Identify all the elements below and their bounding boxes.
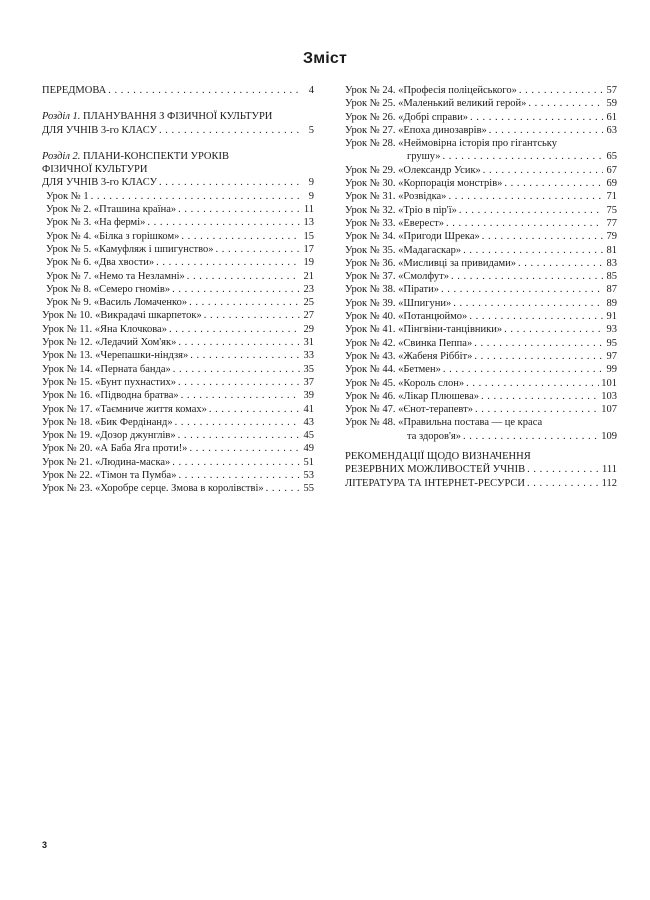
dot-leader xyxy=(178,429,300,442)
toc-lesson[interactable] xyxy=(42,216,314,229)
toc-lesson[interactable] xyxy=(42,190,314,203)
lesson-title: Урок № 28. «Неймовірна історія про гігантську xyxy=(345,138,557,150)
dot-leader xyxy=(187,270,300,283)
toc-lesson[interactable] xyxy=(345,390,617,403)
toc-lesson[interactable] xyxy=(345,124,617,137)
lesson-title: Урок № 5. «Камуфляж і шпигунство» xyxy=(46,243,214,255)
lesson-title: Урок № 10. «Викрадачі шкарпеток» xyxy=(42,310,202,322)
lesson-title: Урок № 12. «Ледачий Хом'як» xyxy=(42,337,177,349)
toc-lesson[interactable] xyxy=(42,456,314,469)
lesson-page: 25 xyxy=(303,297,314,309)
lesson-title: Урок № 33. «Еверест» xyxy=(345,217,445,229)
lesson-title: Урок № 41. «Пінгвіни-танцівники» xyxy=(345,324,503,336)
dot-leader xyxy=(178,336,300,349)
toc-lesson[interactable] xyxy=(345,403,617,416)
lesson-page: 93 xyxy=(606,324,617,336)
toc-left-column xyxy=(42,84,314,496)
toc-lesson[interactable] xyxy=(42,230,314,243)
lesson-page: 103 xyxy=(601,390,617,402)
lesson-title: Урок № 4. «Білка з горішком» xyxy=(46,230,180,242)
lesson-title: Урок № 16. «Підводна братва» xyxy=(42,390,179,402)
lesson-title: Урок № 19. «Дозор джунглів» xyxy=(42,430,176,442)
toc-lesson[interactable] xyxy=(42,323,314,336)
lesson-title: Урок № 24. «Професія поліцейського» xyxy=(345,85,517,96)
toc-lesson[interactable] xyxy=(42,243,314,256)
lesson-title: Урок № 17. «Таємниче життя комах» xyxy=(42,403,207,415)
lesson-list-left xyxy=(42,190,314,496)
toc-lesson[interactable] xyxy=(345,363,617,376)
entry-page: 5 xyxy=(308,124,314,136)
lesson-title-cont: грушу» xyxy=(407,151,441,163)
toc-entry-recommendations[interactable] xyxy=(345,450,617,477)
toc-lesson[interactable] xyxy=(345,297,617,310)
toc-lesson[interactable] xyxy=(345,350,617,363)
toc-lesson[interactable] xyxy=(345,137,617,164)
lesson-title: Урок № 37. «Смолфут» xyxy=(345,271,450,283)
lesson-title: Урок № 13. «Черепашки-ніндзя» xyxy=(42,350,189,362)
dot-leader xyxy=(451,270,603,283)
toc-lesson[interactable] xyxy=(345,283,617,296)
lesson-title: Урок № 40. «Потанцюймо» xyxy=(345,311,468,323)
lesson-page: 81 xyxy=(606,244,617,256)
lesson-page: 33 xyxy=(303,350,314,362)
section-label: Розділ 2. xyxy=(42,150,81,162)
lesson-page: 27 xyxy=(303,310,314,322)
toc-entry-preface[interactable] xyxy=(42,84,314,97)
dot-leader xyxy=(527,463,600,476)
dot-leader xyxy=(190,349,300,362)
toc-lesson[interactable] xyxy=(345,257,617,270)
lesson-page: 59 xyxy=(606,98,617,110)
lesson-title: Урок № 2. «Пташина країна» xyxy=(46,204,177,216)
dot-leader xyxy=(448,190,603,203)
toc-lesson[interactable] xyxy=(42,376,314,389)
toc-lesson[interactable] xyxy=(345,204,617,217)
toc-lesson[interactable] xyxy=(345,270,617,283)
dot-leader xyxy=(266,482,300,495)
lesson-page: 71 xyxy=(606,191,617,203)
lesson-title: Урок № 46. «Лікар Плюшева» xyxy=(345,390,480,402)
toc-entry-section-1[interactable] xyxy=(42,110,314,137)
lesson-title: Урок № 6. «Два хвости» xyxy=(46,257,155,269)
dot-leader xyxy=(528,97,603,110)
dot-leader xyxy=(172,456,300,469)
lesson-page: 13 xyxy=(303,217,314,229)
lesson-page: 107 xyxy=(601,404,617,416)
lesson-title: Урок № 3. «На фермі» xyxy=(46,217,146,229)
toc-lesson[interactable] xyxy=(42,203,314,216)
lesson-page: 29 xyxy=(303,323,314,335)
lesson-title: Урок № 1 xyxy=(46,190,89,202)
dot-leader xyxy=(178,469,300,482)
dot-leader xyxy=(189,296,300,309)
lesson-title: Урок № 22. «Тімон та Пумба» xyxy=(42,470,177,482)
lesson-title: Урок № 36. «Мисливці за привидами» xyxy=(345,257,516,269)
lesson-page: 65 xyxy=(606,151,617,163)
lesson-page: 79 xyxy=(606,231,617,243)
lesson-page: 45 xyxy=(303,430,314,442)
toc-lesson[interactable] xyxy=(345,230,617,243)
section-label: Розділ 1. xyxy=(42,111,81,123)
dot-leader xyxy=(483,164,603,177)
lesson-title: Урок № 25. «Маленький великий герой» xyxy=(345,98,527,110)
entry-page: 111 xyxy=(602,464,617,476)
lesson-page: 37 xyxy=(303,376,314,388)
dot-leader xyxy=(469,310,603,323)
toc-lesson[interactable] xyxy=(345,84,617,97)
dot-leader xyxy=(159,124,300,137)
toc-lesson[interactable] xyxy=(345,337,617,350)
toc-lesson[interactable] xyxy=(42,442,314,455)
lesson-page: 101 xyxy=(601,377,617,389)
toc-lesson[interactable] xyxy=(345,377,617,390)
lesson-page: 9 xyxy=(308,190,314,202)
lesson-title: Урок № 39. «Шпигуни» xyxy=(345,297,452,309)
lesson-page: 77 xyxy=(606,217,617,229)
entry-page: 9 xyxy=(308,177,314,189)
dot-leader xyxy=(475,403,599,416)
dot-leader xyxy=(204,309,300,322)
toc-lesson[interactable] xyxy=(42,349,314,362)
toc-lesson[interactable] xyxy=(42,469,314,482)
toc-right-column xyxy=(345,84,617,490)
lesson-title: Урок № 26. «Добрі справи» xyxy=(345,111,468,123)
toc-lesson[interactable] xyxy=(42,363,314,376)
toc-lesson[interactable] xyxy=(345,217,617,230)
lesson-title: Урок № 44. «Бетмен» xyxy=(345,364,441,376)
section-title-line1: ПЛАНИ-КОНСПЕКТИ УРОКІВ xyxy=(83,150,230,162)
dot-leader xyxy=(156,256,300,269)
dot-leader xyxy=(474,337,603,350)
lesson-page: 43 xyxy=(303,416,314,428)
lesson-page: 41 xyxy=(303,403,314,415)
dot-leader xyxy=(172,283,300,296)
lesson-page: 49 xyxy=(303,443,314,455)
page-number: 3 xyxy=(42,840,48,850)
lesson-page: 11 xyxy=(303,204,314,216)
lesson-list-right xyxy=(345,84,617,443)
entry-text: ЛІТЕРАТУРА ТА ІНТЕРНЕТ-РЕСУРСИ xyxy=(345,477,526,489)
lesson-page: 83 xyxy=(606,257,617,269)
lesson-title: Урок № 47. «Єнот-терапевт» xyxy=(345,404,473,416)
lesson-page: 63 xyxy=(606,124,617,136)
dot-leader xyxy=(159,176,300,189)
toc-lesson[interactable] xyxy=(345,97,617,110)
lesson-page: 19 xyxy=(303,257,314,269)
section-title-line1: ПЛАНУВАННЯ З ФІЗИЧНОЇ КУЛЬТУРИ xyxy=(83,111,273,123)
lesson-page: 15 xyxy=(303,230,314,242)
lesson-title: Урок № 29. «Олександр Усик» xyxy=(345,164,481,176)
dot-leader xyxy=(175,416,300,429)
dot-leader xyxy=(189,442,300,455)
dot-leader xyxy=(441,283,603,296)
toc-lesson[interactable] xyxy=(42,296,314,309)
lesson-title: Урок № 21. «Людина-маска» xyxy=(42,456,171,468)
lesson-page: 17 xyxy=(303,243,314,255)
lesson-page: 57 xyxy=(606,85,617,96)
toc-entry-section-2[interactable] xyxy=(42,150,314,190)
dot-leader xyxy=(463,430,599,443)
lesson-title: Урок № 31. «Розвідка» xyxy=(345,191,447,203)
lesson-title: Урок № 18. «Бик Фердінанд» xyxy=(42,416,173,428)
lesson-title: Урок № 48. «Правильна постава — це краса xyxy=(345,417,543,429)
lesson-title: Урок № 20. «А Баба Яга проти!» xyxy=(42,443,188,455)
lesson-title: Урок № 9. «Василь Ломаченко» xyxy=(46,297,188,309)
dot-leader xyxy=(519,84,603,97)
dot-leader xyxy=(527,477,600,490)
entry-text-line2: РЕЗЕРВНИХ МОЖЛИВОСТЕЙ УЧНІВ xyxy=(345,464,526,476)
dot-leader xyxy=(108,84,300,97)
lesson-page: 91 xyxy=(606,311,617,323)
lesson-page: 67 xyxy=(606,164,617,176)
dot-leader xyxy=(459,204,603,217)
lesson-page: 97 xyxy=(606,350,617,362)
toc-lesson[interactable] xyxy=(345,111,617,124)
lesson-page: 69 xyxy=(606,178,617,190)
lesson-page: 85 xyxy=(606,271,617,283)
lesson-page: 39 xyxy=(303,390,314,402)
lesson-title: Урок № 42. «Свинка Пеппа» xyxy=(345,337,473,349)
lesson-page: 109 xyxy=(601,430,617,442)
page-title: Зміст xyxy=(302,50,348,67)
toc-lesson[interactable] xyxy=(345,177,617,190)
lesson-title: Урок № 38. «Пірати» xyxy=(345,284,439,296)
toc-lesson[interactable] xyxy=(345,244,617,257)
dot-leader xyxy=(173,363,300,376)
dot-leader xyxy=(147,216,300,229)
dot-leader xyxy=(91,190,300,203)
dot-leader xyxy=(209,403,300,416)
lesson-title: Урок № 45. «Король слон» xyxy=(345,377,465,389)
toc-lesson[interactable] xyxy=(42,403,314,416)
dot-leader xyxy=(178,203,300,216)
toc-lesson[interactable] xyxy=(345,323,617,336)
lesson-page: 31 xyxy=(303,337,314,349)
lesson-page: 53 xyxy=(303,470,314,482)
lesson-title: Урок № 32. «Тріо в пір'ї» xyxy=(345,204,457,216)
lesson-title: Урок № 35. «Мадагаскар» xyxy=(345,244,462,256)
lesson-page: 35 xyxy=(303,363,314,375)
dot-leader xyxy=(481,390,599,403)
dot-leader xyxy=(466,377,599,390)
dot-leader xyxy=(504,323,603,336)
toc-lesson[interactable] xyxy=(42,482,314,495)
lesson-page: 99 xyxy=(606,364,617,376)
lesson-title: Урок № 27. «Епоха динозаврів» xyxy=(345,124,487,136)
lesson-title: Урок № 34. «Пригоди Шрека» xyxy=(345,231,480,243)
lesson-title: Урок № 15. «Бунт пухнастих» xyxy=(42,376,176,388)
toc-lesson[interactable] xyxy=(345,190,617,203)
dot-leader xyxy=(463,244,603,257)
entry-text-line1: РЕКОМЕНДАЦІЇ ЩОДО ВИЗНАЧЕННЯ xyxy=(345,451,531,463)
toc-lesson[interactable] xyxy=(345,310,617,323)
section-title-line3: ДЛЯ УЧНІВ 3-го КЛАСУ xyxy=(42,177,158,189)
lesson-page: 75 xyxy=(606,204,617,216)
dot-leader xyxy=(504,177,603,190)
lesson-page: 55 xyxy=(303,483,314,495)
lesson-page: 51 xyxy=(303,456,314,468)
toc-lesson[interactable] xyxy=(42,256,314,269)
toc-lesson[interactable] xyxy=(42,270,314,283)
dot-leader xyxy=(474,350,603,363)
lesson-page: 21 xyxy=(303,270,314,282)
toc-lesson[interactable] xyxy=(42,389,314,402)
section-title-line2: ДЛЯ УЧНІВ 3-го КЛАСУ xyxy=(42,124,158,136)
lesson-page: 61 xyxy=(606,111,617,123)
lesson-title: Урок № 8. «Семеро гномів» xyxy=(46,283,171,295)
lesson-title-cont: та здоров'я» xyxy=(407,430,461,442)
lesson-title: Урок № 43. «Жабеня Ріббіт» xyxy=(345,350,473,362)
lesson-title: Урок № 30. «Корпорація монстрів» xyxy=(345,178,503,190)
toc-lesson[interactable] xyxy=(42,336,314,349)
toc-lesson[interactable] xyxy=(345,164,617,177)
section-title-line2: ФІЗИЧНОЇ КУЛЬТУРИ xyxy=(42,164,148,176)
toc-entry-literature[interactable] xyxy=(345,477,617,490)
dot-leader xyxy=(453,297,603,310)
dot-leader xyxy=(489,124,603,137)
lesson-page: 23 xyxy=(303,283,314,295)
entry-text: ПЕРЕДМОВА xyxy=(42,85,107,96)
entry-page: 112 xyxy=(601,477,617,489)
dot-leader xyxy=(470,111,603,124)
toc-lesson[interactable] xyxy=(345,416,617,443)
dot-leader xyxy=(518,257,603,270)
dot-leader xyxy=(443,150,603,163)
lesson-title: Урок № 14. «Перната банда» xyxy=(42,363,171,375)
lesson-title: Урок № 7. «Немо та Незламні» xyxy=(46,270,185,282)
toc-lesson[interactable] xyxy=(42,283,314,296)
dot-leader xyxy=(178,376,300,389)
lesson-title: Урок № 11. «Яна Клочкова» xyxy=(42,323,167,335)
dot-leader xyxy=(169,323,300,336)
dot-leader xyxy=(443,363,603,376)
entry-page: 4 xyxy=(308,85,314,96)
toc-lesson[interactable] xyxy=(42,309,314,322)
dot-leader xyxy=(446,217,603,230)
lesson-page: 95 xyxy=(606,337,617,349)
lesson-page: 87 xyxy=(606,284,617,296)
toc-lesson[interactable] xyxy=(42,416,314,429)
lesson-page: 89 xyxy=(606,297,617,309)
dot-leader xyxy=(482,230,603,243)
toc-lesson[interactable] xyxy=(42,429,314,442)
dot-leader xyxy=(215,243,300,256)
lesson-title: Урок № 23. «Хоробре серце. Змова в королівстві» xyxy=(42,483,264,495)
dot-leader xyxy=(181,230,300,243)
dot-leader xyxy=(181,389,300,402)
